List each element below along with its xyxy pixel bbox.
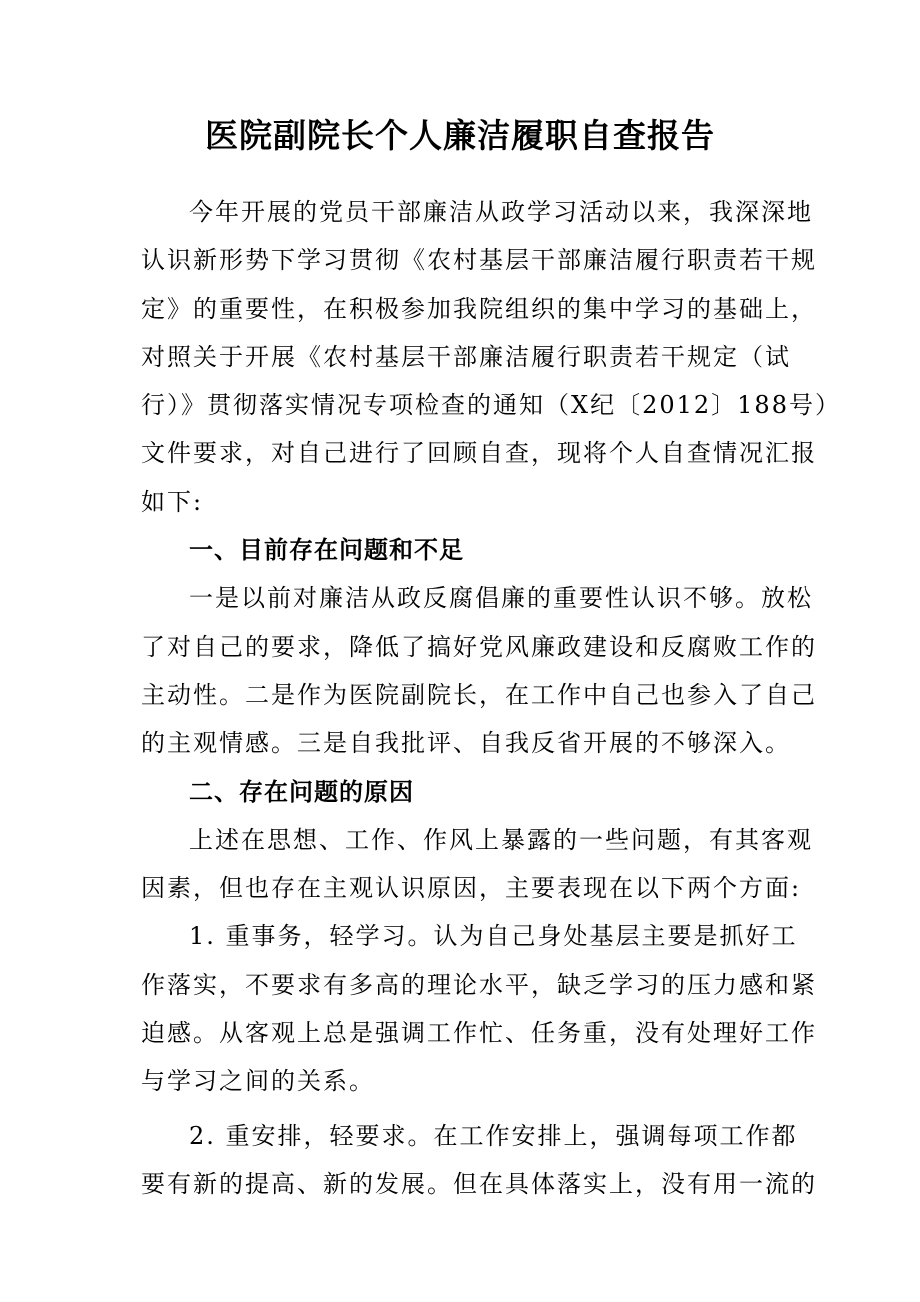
paragraph-line: 如下: (141, 487, 204, 516)
paragraph-line: 了对自己的要求，降低了搞好党风廉政建设和反腐败工作的 (141, 632, 817, 661)
paragraph-line: 因素，但也存在主观认识原因，主要表现在以下两个方面: (141, 874, 802, 903)
paragraph-line: 的主观情感。三是自我批评、自我反省开展的不够深入。 (141, 729, 791, 758)
paragraph-line: 对照关于开展《农村基层干部廉洁履行职责若干规定（试 (141, 342, 791, 371)
paragraph-line: 迫感。从客观上总是强调工作忙、任务重，没有处理好工作 (141, 1019, 817, 1048)
paragraph-line: 认识新形势下学习贯彻《农村基层干部廉洁履行职责若干规 (141, 246, 817, 275)
list-item-line: 1. 重事务，轻学习。认为自己身处基层主要是抓好工 (189, 922, 798, 951)
paragraph-line: 上述在思想、工作、作风上暴露的一些问题，有其客观 (189, 825, 813, 854)
paragraph-line: 要有新的提高、新的发展。但在具体落实上，没有用一流的 (141, 1169, 817, 1198)
document-title: 医院副院长个人廉洁履职自查报告 (205, 116, 715, 155)
paragraph-line: 文件要求，对自己进行了回顾自查，现将个人自查情况汇报 (141, 439, 817, 468)
paragraph-line: 主动性。二是作为医院副院长，在工作中自己也参入了自己 (141, 680, 817, 709)
paragraph-line: 定》的重要性，在积极参加我院组织的集中学习的基础上， (141, 294, 817, 323)
section-heading: 一、目前存在问题和不足 (189, 535, 464, 565)
paragraph-line: 今年开展的党员干部廉洁从政学习活动以来，我深深地 (189, 198, 813, 226)
paragraph-line: 作落实，不要求有多高的理论水平，缺乏学习的压力感和紧 (141, 970, 817, 999)
paragraph-line: 一是以前对廉洁从政反腐倡廉的重要性认识不够。放松 (189, 584, 813, 613)
section-heading: 二、存在问题的原因 (189, 776, 414, 806)
list-item-line: 2. 重安排，轻要求。在工作安排上，强调每项工作都 (189, 1121, 798, 1150)
paragraph-line: 行）》贯彻落实情况专项检查的通知（X纪〔2012〕188号） (141, 391, 841, 420)
paragraph-line: 与学习之间的关系。 (141, 1067, 375, 1096)
document-body (141, 188, 841, 1208)
